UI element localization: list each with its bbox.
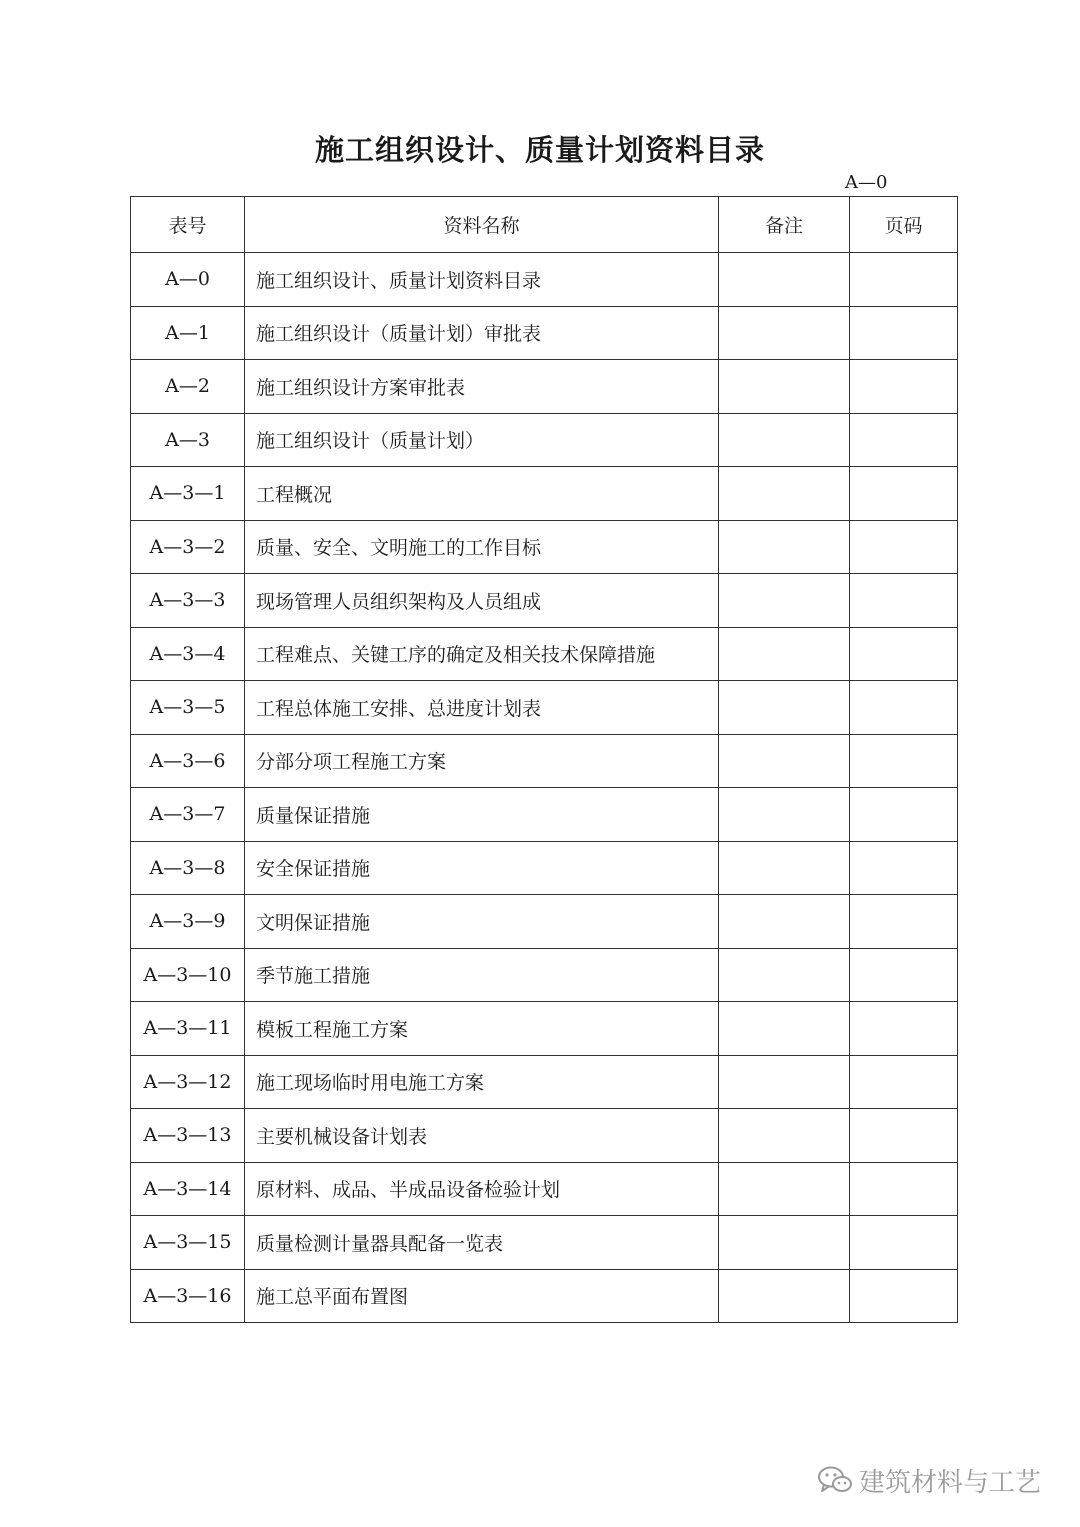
header-remark: 备注 [719,197,850,253]
name-cell: 施工总平面布置图 [245,1269,719,1323]
watermark [817,1462,1041,1498]
remark-cell [719,948,850,1002]
remark-cell [719,1269,850,1323]
header-page: 页码 [850,197,958,253]
page-cell [850,841,958,895]
name-cell: 质量检测计量器具配备一览表 [245,1216,719,1270]
table-row [131,253,958,307]
table-row [131,1269,958,1323]
remark-cell [719,1216,850,1270]
table-row [131,681,958,735]
code-cell: A—3—11 [131,1002,245,1056]
page-cell [850,1002,958,1056]
code-cell: A—3—16 [131,1269,245,1323]
page-cell [850,1216,958,1270]
page-cell [850,948,958,1002]
name-cell: 质量、安全、文明施工的工作目标 [245,520,719,574]
remark-cell [719,520,850,574]
remark-cell [719,841,850,895]
page-cell [850,1109,958,1163]
table-row [131,520,958,574]
name-cell: 安全保证措施 [245,841,719,895]
remark-cell [719,574,850,628]
table-row [131,1109,958,1163]
remark-cell [719,1002,850,1056]
table-row [131,574,958,628]
name-cell: 工程难点、关键工序的确定及相关技术保障措施 [245,627,719,681]
table-row [131,1055,958,1109]
page-cell [850,253,958,307]
header-code: 表号 [131,197,245,253]
name-cell: 施工组织设计、质量计划资料目录 [245,253,719,307]
page-cell [850,788,958,842]
page-cell [850,520,958,574]
header-name: 资料名称 [245,197,719,253]
table-row [131,627,958,681]
name-cell: 施工组织设计（质量计划） [245,413,719,467]
code-cell: A—3—13 [131,1109,245,1163]
code-cell: A—3—14 [131,1162,245,1216]
watermark-text: 建筑材料与工艺 [859,1467,1042,1498]
table-row [131,788,958,842]
code-cell: A—1 [131,306,245,360]
name-cell: 施工组织设计（质量计划）审批表 [245,306,719,360]
remark-cell [719,734,850,788]
page-cell [850,1269,958,1323]
name-cell: 文明保证措施 [245,895,719,949]
table-body [131,253,958,1323]
name-cell: 现场管理人员组织架构及人员组成 [245,574,719,628]
table-row [131,1216,958,1270]
table-row [131,895,958,949]
code-cell: A—3—15 [131,1216,245,1270]
remark-cell [719,1162,850,1216]
page-cell [850,360,958,414]
name-cell: 原材料、成品、半成品设备检验计划 [245,1162,719,1216]
code-cell: A—3—9 [131,895,245,949]
remark-cell [719,306,850,360]
page-title: 施工组织设计、质量计划资料目录 [314,133,765,167]
name-cell: 分部分项工程施工方案 [245,734,719,788]
code-cell: A—0 [131,253,245,307]
table-row [131,413,958,467]
remark-cell [719,413,850,467]
form-code: A—0 [845,172,888,193]
code-cell: A—3—10 [131,948,245,1002]
name-cell: 施工组织设计方案审批表 [245,360,719,414]
code-cell: A—3 [131,413,245,467]
remark-cell [719,467,850,521]
remark-cell [719,627,850,681]
code-cell: A—3—7 [131,788,245,842]
code-cell: A—3—6 [131,734,245,788]
name-cell: 模板工程施工方案 [245,1002,719,1056]
remark-cell [719,681,850,735]
page-cell [850,1055,958,1109]
table-row [131,1162,958,1216]
page-cell [850,627,958,681]
wechat-icon [817,1465,853,1495]
table-row [131,734,958,788]
remark-cell [719,1109,850,1163]
remark-cell [719,253,850,307]
page-cell [850,734,958,788]
table-row [131,360,958,414]
table-row [131,306,958,360]
name-cell: 工程总体施工安排、总进度计划表 [245,681,719,735]
page-cell [850,1162,958,1216]
page-cell [850,413,958,467]
table-row [131,841,958,895]
table-header-row [131,197,958,253]
code-cell: A—3—12 [131,1055,245,1109]
table-row [131,1002,958,1056]
catalog-table [130,196,958,1323]
name-cell: 质量保证措施 [245,788,719,842]
code-cell: A—3—8 [131,841,245,895]
page-cell [850,574,958,628]
remark-cell [719,788,850,842]
remark-cell [719,360,850,414]
page-cell [850,467,958,521]
code-cell: A—3—3 [131,574,245,628]
remark-cell [719,895,850,949]
name-cell: 季节施工措施 [245,948,719,1002]
remark-cell [719,1055,850,1109]
page-cell [850,306,958,360]
table-row [131,948,958,1002]
table-row [131,467,958,521]
page-cell [850,681,958,735]
code-cell: A—3—5 [131,681,245,735]
code-cell: A—3—2 [131,520,245,574]
code-cell: A—3—4 [131,627,245,681]
name-cell: 施工现场临时用电施工方案 [245,1055,719,1109]
page-cell [850,895,958,949]
code-cell: A—2 [131,360,245,414]
name-cell: 工程概况 [245,467,719,521]
code-cell: A—3—1 [131,467,245,521]
name-cell: 主要机械设备计划表 [245,1109,719,1163]
